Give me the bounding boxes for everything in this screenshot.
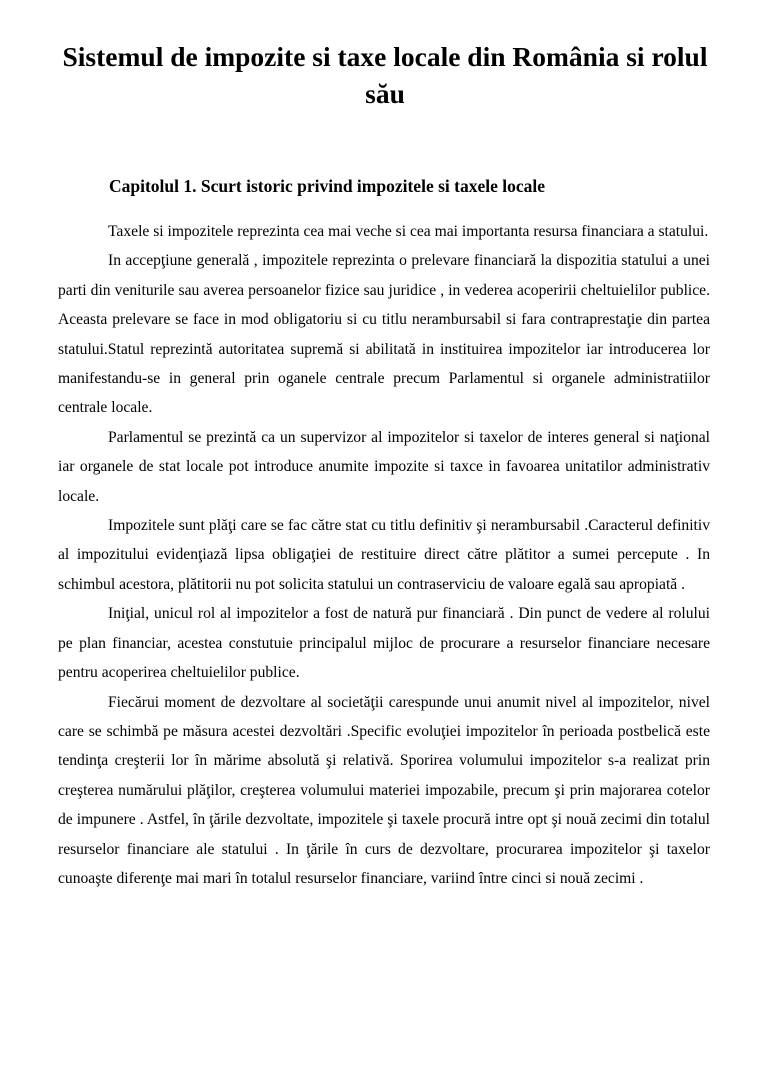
document-title: Sistemul de impozite si taxe locale din România si rolul său (62, 41, 708, 109)
paragraph-2: In accepţiune generală , impozitele reprezinta o prelevare financiară la dispozitia statului a unei parti din veniturile sau averea persoanelor fizice sau juridice , in vederea acoperirii cheltuielilor publice. Aceasta prelevare se face in mod obligatoriu si cu titlu nerambursabil si fara contraprestaţie din partea statului.Statul reprezintă autoritatea supremă si abilitată in instituirea impozitelor iar introducerea lor manifestandu-se in general prin oganele centrale precum Parlamentul si organele administratiilor centrale locale. (58, 252, 710, 417)
body-text (58, 217, 710, 893)
paragraph-4: Impozitele sunt plăţi care se fac către stat cu titlu definitiv şi nerambursabil .Caracterul definitiv al impozitului evidenţiază lipsa obligaţiei de restituire direct către plătitor a sumei percepute . In schimbul acestora, plătitorii nu pot solicita statului un contraserviciu de valoare egală sau apropiată . (58, 517, 710, 593)
paragraph-6: Fiecărui moment de dezvoltare al societăţii carespunde unui anumit nivel al impozitelor, nivel care se schimbă pe măsura acestei dezvoltări .Specific evoluţiei impozitelor în perioada postbelică este tendinţa creşterii lor în mărime absolută şi relativă. Sporirea volumului impozitelor s-a realizat prin creşterea numărului plăţilor, creşterea volumului materiei impozabile, precum şi prin majorarea cotelor de impunere . Astfel, în ţările dezvoltate, impozitele şi taxele procură intre opt şi nouă zecimi din totalul resurselor financiare ale statului . In ţările în curs de dezvoltare, procurarea impozitelor şi taxelor cunoaşte diferenţe mai mari în totalul resurselor financiare, variind între cinci si nouă zecimi . (58, 693, 710, 887)
paragraph-3: Parlamentul se prezintă ca un supervizor al impozitelor si taxelor de interes general si naţional iar organele de stat locale pot introduce anumite impozite si taxce in favoarea unitatilor administrativ locale. (58, 428, 710, 505)
paragraph-5: Iniţial, unicul rol al impozitelor a fost de natură pur financiară . Din punct de vedere al rolului pe plan financiar, acestea constutuie principalul mijloc de procurare a resurselor financiare necesare pentru acoperirea cheltuielilor publice. (58, 605, 710, 682)
paragraph-1: Taxele si impozitele reprezinta cea mai veche si cea mai importanta resursa financiara a statului. (108, 223, 709, 240)
chapter-heading: Capitolul 1. Scurt istoric privind impozitele si taxele locale (109, 176, 545, 196)
